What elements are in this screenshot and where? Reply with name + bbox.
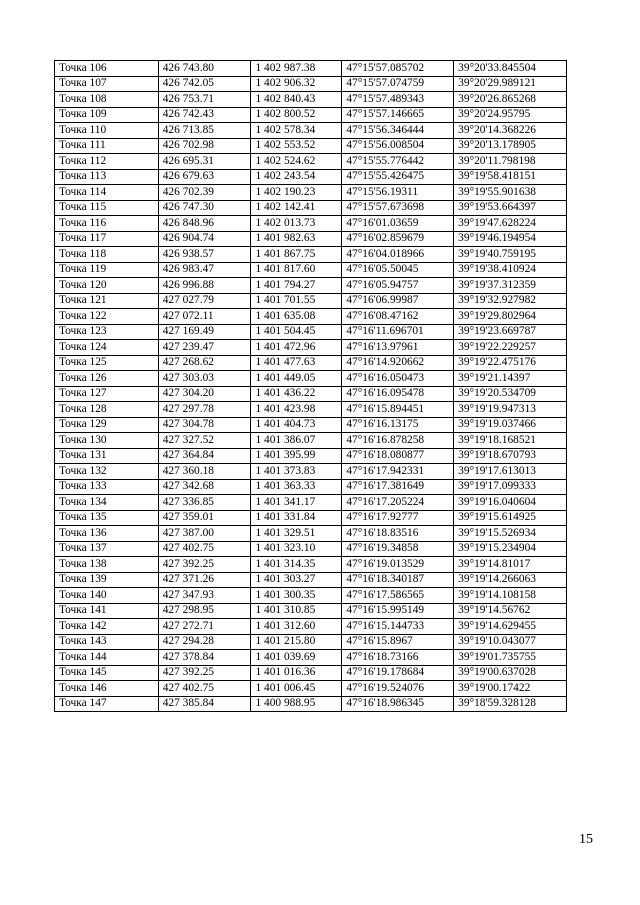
x-coordinate-cell: 427 392.25 (158, 557, 251, 573)
longitude-cell: 39°19'00.637028 (454, 665, 567, 681)
point-name-cell: Точка 117 (55, 231, 159, 247)
point-name-cell: Точка 130 (55, 433, 159, 449)
table-row (55, 464, 567, 480)
y-coordinate-cell: 1 401 436.22 (251, 386, 342, 402)
latitude-cell: 47°16'15.995149 (342, 603, 454, 619)
y-coordinate-cell: 1 401 701.55 (251, 293, 342, 309)
longitude-cell: 39°19'14.56762 (454, 603, 567, 619)
y-coordinate-cell: 1 401 006.45 (251, 681, 342, 697)
table-row (55, 479, 567, 495)
point-name-cell: Точка 126 (55, 371, 159, 387)
x-coordinate-cell: 426 996.88 (158, 278, 251, 294)
latitude-cell: 47°15'57.074759 (342, 76, 454, 92)
longitude-cell: 39°19'29.802964 (454, 309, 567, 325)
y-coordinate-cell: 1 402 524.62 (251, 154, 342, 170)
point-name-cell: Точка 143 (55, 634, 159, 650)
y-coordinate-cell: 1 401 314.35 (251, 557, 342, 573)
point-name-cell: Точка 118 (55, 247, 159, 263)
longitude-cell: 39°19'14.108158 (454, 588, 567, 604)
x-coordinate-cell: 427 342.68 (158, 479, 251, 495)
point-name-cell: Точка 114 (55, 185, 159, 201)
point-name-cell: Точка 139 (55, 572, 159, 588)
point-name-cell: Точка 128 (55, 402, 159, 418)
y-coordinate-cell: 1 401 423.98 (251, 402, 342, 418)
x-coordinate-cell: 426 742.43 (158, 107, 251, 123)
point-name-cell: Точка 131 (55, 448, 159, 464)
point-name-cell: Точка 115 (55, 200, 159, 216)
y-coordinate-cell: 1 401 310.85 (251, 603, 342, 619)
y-coordinate-cell: 1 402 906.32 (251, 76, 342, 92)
longitude-cell: 39°20'26.865268 (454, 92, 567, 108)
coordinates-table (54, 60, 567, 712)
x-coordinate-cell: 427 268.62 (158, 355, 251, 371)
x-coordinate-cell: 427 347.93 (158, 588, 251, 604)
y-coordinate-cell: 1 401 363.33 (251, 479, 342, 495)
y-coordinate-cell: 1 402 800.52 (251, 107, 342, 123)
longitude-cell: 39°20'33.845504 (454, 61, 567, 77)
longitude-cell: 39°19'19.037466 (454, 417, 567, 433)
point-name-cell: Точка 138 (55, 557, 159, 573)
y-coordinate-cell: 1 402 243.54 (251, 169, 342, 185)
point-name-cell: Точка 137 (55, 541, 159, 557)
table-row (55, 278, 567, 294)
y-coordinate-cell: 1 402 190.23 (251, 185, 342, 201)
latitude-cell: 47°15'57.085702 (342, 61, 454, 77)
longitude-cell: 39°19'16.040604 (454, 495, 567, 511)
x-coordinate-cell: 426 742.05 (158, 76, 251, 92)
point-name-cell: Точка 135 (55, 510, 159, 526)
x-coordinate-cell: 427 402.75 (158, 541, 251, 557)
latitude-cell: 47°16'14.920662 (342, 355, 454, 371)
y-coordinate-cell: 1 402 578.34 (251, 123, 342, 139)
table-row (55, 293, 567, 309)
table-row (55, 386, 567, 402)
y-coordinate-cell: 1 401 312.60 (251, 619, 342, 635)
latitude-cell: 47°16'16.050473 (342, 371, 454, 387)
longitude-cell: 39°20'11.798198 (454, 154, 567, 170)
point-name-cell: Точка 122 (55, 309, 159, 325)
longitude-cell: 39°19'53.664397 (454, 200, 567, 216)
longitude-cell: 39°19'37.312359 (454, 278, 567, 294)
y-coordinate-cell: 1 401 504.45 (251, 324, 342, 340)
table-row (55, 262, 567, 278)
x-coordinate-cell: 427 402.75 (158, 681, 251, 697)
longitude-cell: 39°19'17.613013 (454, 464, 567, 480)
longitude-cell: 39°18'59.328128 (454, 696, 567, 712)
y-coordinate-cell: 1 401 373.83 (251, 464, 342, 480)
y-coordinate-cell: 1 401 303.27 (251, 572, 342, 588)
latitude-cell: 47°15'56.19311 (342, 185, 454, 201)
table-row (55, 324, 567, 340)
point-name-cell: Точка 125 (55, 355, 159, 371)
page-number: 15 (579, 832, 593, 847)
y-coordinate-cell: 1 401 016.36 (251, 665, 342, 681)
y-coordinate-cell: 1 401 449.05 (251, 371, 342, 387)
y-coordinate-cell: 1 401 794.27 (251, 278, 342, 294)
point-name-cell: Точка 109 (55, 107, 159, 123)
point-name-cell: Точка 145 (55, 665, 159, 681)
latitude-cell: 47°16'05.94757 (342, 278, 454, 294)
table-row (55, 154, 567, 170)
latitude-cell: 47°16'08.47162 (342, 309, 454, 325)
y-coordinate-cell: 1 402 553.52 (251, 138, 342, 154)
latitude-cell: 47°16'16.13175 (342, 417, 454, 433)
latitude-cell: 47°16'05.50045 (342, 262, 454, 278)
x-coordinate-cell: 426 702.98 (158, 138, 251, 154)
longitude-cell: 39°19'22.229257 (454, 340, 567, 356)
y-coordinate-cell: 1 401 867.75 (251, 247, 342, 263)
latitude-cell: 47°15'57.489343 (342, 92, 454, 108)
table-row (55, 107, 567, 123)
y-coordinate-cell: 1 402 013.73 (251, 216, 342, 232)
table-row (55, 448, 567, 464)
x-coordinate-cell: 427 294.28 (158, 634, 251, 650)
y-coordinate-cell: 1 401 477.63 (251, 355, 342, 371)
longitude-cell: 39°20'24.95795 (454, 107, 567, 123)
longitude-cell: 39°19'15.614925 (454, 510, 567, 526)
point-name-cell: Точка 111 (55, 138, 159, 154)
table-row (55, 138, 567, 154)
x-coordinate-cell: 427 385.84 (158, 696, 251, 712)
longitude-cell: 39°19'46.194954 (454, 231, 567, 247)
x-coordinate-cell: 427 364.84 (158, 448, 251, 464)
x-coordinate-cell: 427 272.71 (158, 619, 251, 635)
latitude-cell: 47°16'01.03659 (342, 216, 454, 232)
x-coordinate-cell: 427 327.52 (158, 433, 251, 449)
latitude-cell: 47°16'19.013529 (342, 557, 454, 573)
y-coordinate-cell: 1 401 329.51 (251, 526, 342, 542)
longitude-cell: 39°19'14.629455 (454, 619, 567, 635)
table-row (55, 526, 567, 542)
point-name-cell: Точка 134 (55, 495, 159, 511)
point-name-cell: Точка 142 (55, 619, 159, 635)
longitude-cell: 39°19'15.234904 (454, 541, 567, 557)
latitude-cell: 47°15'56.008504 (342, 138, 454, 154)
latitude-cell: 47°16'11.696701 (342, 324, 454, 340)
y-coordinate-cell: 1 401 817.60 (251, 262, 342, 278)
x-coordinate-cell: 426 679.63 (158, 169, 251, 185)
point-name-cell: Точка 116 (55, 216, 159, 232)
longitude-cell: 39°19'58.418151 (454, 169, 567, 185)
latitude-cell: 47°16'18.73166 (342, 650, 454, 666)
table-row (55, 619, 567, 635)
longitude-cell: 39°19'23.669787 (454, 324, 567, 340)
point-name-cell: Точка 121 (55, 293, 159, 309)
x-coordinate-cell: 426 848.96 (158, 216, 251, 232)
latitude-cell: 47°16'04.018966 (342, 247, 454, 263)
longitude-cell: 39°19'18.670793 (454, 448, 567, 464)
table-row (55, 231, 567, 247)
x-coordinate-cell: 427 027.79 (158, 293, 251, 309)
latitude-cell: 47°16'18.080877 (342, 448, 454, 464)
y-coordinate-cell: 1 402 987.38 (251, 61, 342, 77)
y-coordinate-cell: 1 401 039.69 (251, 650, 342, 666)
longitude-cell: 39°19'22.475176 (454, 355, 567, 371)
x-coordinate-cell: 426 743.80 (158, 61, 251, 77)
x-coordinate-cell: 427 239.47 (158, 340, 251, 356)
table-row (55, 572, 567, 588)
x-coordinate-cell: 426 753.71 (158, 92, 251, 108)
point-name-cell: Точка 129 (55, 417, 159, 433)
table-row (55, 681, 567, 697)
point-name-cell: Точка 124 (55, 340, 159, 356)
y-coordinate-cell: 1 401 341.17 (251, 495, 342, 511)
latitude-cell: 47°16'18.83516 (342, 526, 454, 542)
x-coordinate-cell: 426 904.74 (158, 231, 251, 247)
latitude-cell: 47°16'15.8967 (342, 634, 454, 650)
latitude-cell: 47°16'17.381649 (342, 479, 454, 495)
table-row (55, 216, 567, 232)
point-name-cell: Точка 123 (55, 324, 159, 340)
longitude-cell: 39°19'18.168521 (454, 433, 567, 449)
longitude-cell: 39°19'55.901638 (454, 185, 567, 201)
latitude-cell: 47°16'02.859679 (342, 231, 454, 247)
x-coordinate-cell: 427 387.00 (158, 526, 251, 542)
y-coordinate-cell: 1 401 395.99 (251, 448, 342, 464)
table-row (55, 634, 567, 650)
longitude-cell: 39°19'19.947313 (454, 402, 567, 418)
coordinates-table-body (55, 61, 567, 712)
latitude-cell: 47°16'18.340187 (342, 572, 454, 588)
point-name-cell: Точка 140 (55, 588, 159, 604)
latitude-cell: 47°16'15.894451 (342, 402, 454, 418)
point-name-cell: Точка 119 (55, 262, 159, 278)
point-name-cell: Точка 110 (55, 123, 159, 139)
longitude-cell: 39°20'13.178905 (454, 138, 567, 154)
longitude-cell: 39°19'00.17422 (454, 681, 567, 697)
point-name-cell: Точка 133 (55, 479, 159, 495)
table-row (55, 371, 567, 387)
x-coordinate-cell: 427 336.85 (158, 495, 251, 511)
x-coordinate-cell: 426 713.85 (158, 123, 251, 139)
y-coordinate-cell: 1 401 300.35 (251, 588, 342, 604)
table-row (55, 169, 567, 185)
table-row (55, 557, 567, 573)
table-row (55, 61, 567, 77)
longitude-cell: 39°19'21.14397 (454, 371, 567, 387)
x-coordinate-cell: 426 938.57 (158, 247, 251, 263)
point-name-cell: Точка 113 (55, 169, 159, 185)
table-row (55, 696, 567, 712)
table-row (55, 92, 567, 108)
table-row (55, 665, 567, 681)
table-row (55, 541, 567, 557)
x-coordinate-cell: 427 371.26 (158, 572, 251, 588)
longitude-cell: 39°19'40.759195 (454, 247, 567, 263)
table-row (55, 510, 567, 526)
table-row (55, 495, 567, 511)
x-coordinate-cell: 426 695.31 (158, 154, 251, 170)
x-coordinate-cell: 427 378.84 (158, 650, 251, 666)
latitude-cell: 47°16'16.878258 (342, 433, 454, 449)
longitude-cell: 39°19'10.043077 (454, 634, 567, 650)
point-name-cell: Точка 127 (55, 386, 159, 402)
point-name-cell: Точка 141 (55, 603, 159, 619)
x-coordinate-cell: 426 702.39 (158, 185, 251, 201)
y-coordinate-cell: 1 401 323.10 (251, 541, 342, 557)
latitude-cell: 47°16'17.92777 (342, 510, 454, 526)
x-coordinate-cell: 427 169.49 (158, 324, 251, 340)
longitude-cell: 39°19'17.099333 (454, 479, 567, 495)
point-name-cell: Точка 107 (55, 76, 159, 92)
point-name-cell: Точка 144 (55, 650, 159, 666)
point-name-cell: Точка 108 (55, 92, 159, 108)
x-coordinate-cell: 427 304.78 (158, 417, 251, 433)
x-coordinate-cell: 427 360.18 (158, 464, 251, 480)
table-row (55, 200, 567, 216)
latitude-cell: 47°16'15.144733 (342, 619, 454, 635)
table-row (55, 309, 567, 325)
x-coordinate-cell: 427 392.25 (158, 665, 251, 681)
x-coordinate-cell: 427 297.78 (158, 402, 251, 418)
latitude-cell: 47°15'57.673698 (342, 200, 454, 216)
y-coordinate-cell: 1 402 840.43 (251, 92, 342, 108)
table-row (55, 417, 567, 433)
x-coordinate-cell: 427 304.20 (158, 386, 251, 402)
latitude-cell: 47°15'56.346444 (342, 123, 454, 139)
x-coordinate-cell: 426 747.30 (158, 200, 251, 216)
table-row (55, 247, 567, 263)
table-row (55, 76, 567, 92)
longitude-cell: 39°19'38.410924 (454, 262, 567, 278)
longitude-cell: 39°19'01.735755 (454, 650, 567, 666)
table-row (55, 340, 567, 356)
latitude-cell: 47°16'18.986345 (342, 696, 454, 712)
point-name-cell: Точка 106 (55, 61, 159, 77)
x-coordinate-cell: 427 298.95 (158, 603, 251, 619)
y-coordinate-cell: 1 400 988.95 (251, 696, 342, 712)
latitude-cell: 47°16'19.524076 (342, 681, 454, 697)
y-coordinate-cell: 1 401 472.96 (251, 340, 342, 356)
latitude-cell: 47°16'13.97961 (342, 340, 454, 356)
latitude-cell: 47°16'06.99987 (342, 293, 454, 309)
point-name-cell: Точка 147 (55, 696, 159, 712)
point-name-cell: Точка 136 (55, 526, 159, 542)
table-row (55, 433, 567, 449)
table-row (55, 355, 567, 371)
y-coordinate-cell: 1 401 982.63 (251, 231, 342, 247)
longitude-cell: 39°19'20.534709 (454, 386, 567, 402)
longitude-cell: 39°19'14.266063 (454, 572, 567, 588)
y-coordinate-cell: 1 401 386.07 (251, 433, 342, 449)
y-coordinate-cell: 1 401 215.80 (251, 634, 342, 650)
y-coordinate-cell: 1 401 635.08 (251, 309, 342, 325)
x-coordinate-cell: 427 072.11 (158, 309, 251, 325)
table-row (55, 185, 567, 201)
y-coordinate-cell: 1 401 331.84 (251, 510, 342, 526)
table-row (55, 402, 567, 418)
longitude-cell: 39°20'29.989121 (454, 76, 567, 92)
table-row (55, 588, 567, 604)
longitude-cell: 39°19'47.628224 (454, 216, 567, 232)
x-coordinate-cell: 426 983.47 (158, 262, 251, 278)
y-coordinate-cell: 1 402 142.41 (251, 200, 342, 216)
longitude-cell: 39°19'15.526934 (454, 526, 567, 542)
table-row (55, 650, 567, 666)
point-name-cell: Точка 132 (55, 464, 159, 480)
table-row (55, 123, 567, 139)
table-row (55, 603, 567, 619)
point-name-cell: Точка 112 (55, 154, 159, 170)
longitude-cell: 39°20'14.368226 (454, 123, 567, 139)
point-name-cell: Точка 120 (55, 278, 159, 294)
x-coordinate-cell: 427 303.03 (158, 371, 251, 387)
y-coordinate-cell: 1 401 404.73 (251, 417, 342, 433)
longitude-cell: 39°19'32.927982 (454, 293, 567, 309)
latitude-cell: 47°15'55.776442 (342, 154, 454, 170)
latitude-cell: 47°15'55.426475 (342, 169, 454, 185)
latitude-cell: 47°16'19.34858 (342, 541, 454, 557)
x-coordinate-cell: 427 359.01 (158, 510, 251, 526)
point-name-cell: Точка 146 (55, 681, 159, 697)
longitude-cell: 39°19'14.81017 (454, 557, 567, 573)
latitude-cell: 47°16'17.586565 (342, 588, 454, 604)
latitude-cell: 47°15'57.146665 (342, 107, 454, 123)
latitude-cell: 47°16'17.205224 (342, 495, 454, 511)
latitude-cell: 47°16'19.178684 (342, 665, 454, 681)
latitude-cell: 47°16'17.942331 (342, 464, 454, 480)
latitude-cell: 47°16'16.095478 (342, 386, 454, 402)
